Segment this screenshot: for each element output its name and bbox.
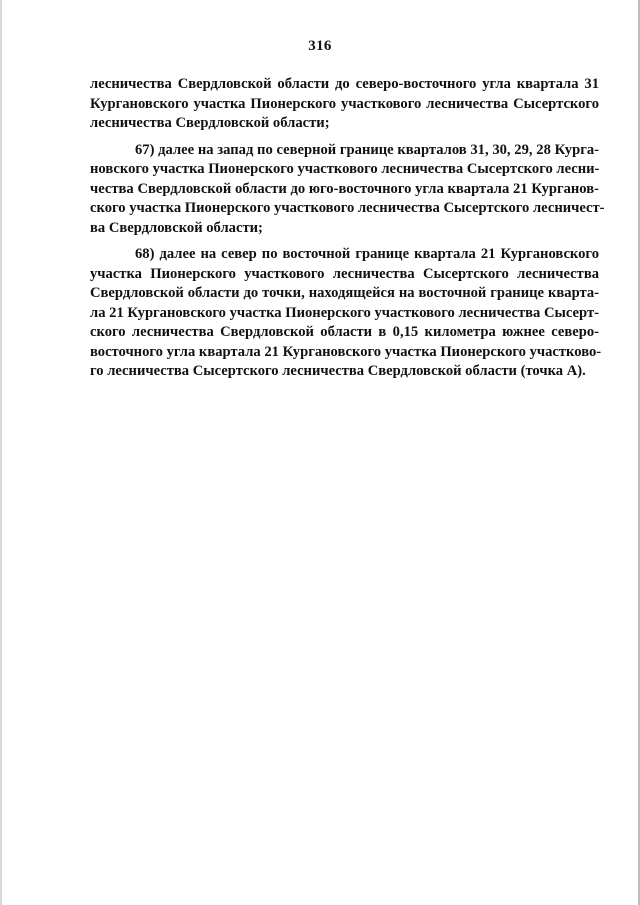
text-line: ла 21 Кургановского участка Пионерского участкового лесничества Сысерт- [90,304,599,321]
text-line: новского участка Пионерского участкового лесничества Сысертского лесни- [90,161,600,177]
paragraph-item-68 [90,245,602,382]
document-body [90,75,605,382]
text-line: 67) далее на запад по северной границе кварталов 31, 30, 29, 28 Курга- [135,141,599,158]
paragraph-item-67 [90,141,605,239]
text-line: лесничества Свердловской области; [90,115,330,131]
paragraph-gap [90,134,599,141]
text-line: 68) далее на север по восточной границе квартала 21 Кургановского [135,246,599,262]
text-line: ва Свердловской области; [90,219,263,236]
paragraph-gap [90,238,599,245]
text-line: Свердловской области до точки, находящейся на восточной границе кварта- [90,285,599,301]
text-line: восточного угла квартала 21 Кургановского участка Пионерского участково- [90,343,602,360]
text-line: чества Свердловской области до юго-восточного угла квартала 21 Курганов- [90,180,599,197]
scan-edge-left [0,0,2,905]
text-line: ского участка Пионерского участкового лесничества Сысертского лесничест- [90,200,605,216]
text-line: ского лесничества Свердловской области в 0,15 километра южнее северо- [90,324,599,340]
text-line: лесничества Свердловской области до северо-восточного угла квартала 31 [90,76,599,92]
page-number: 316 [308,38,332,54]
paragraph-continuation [90,75,599,134]
text-line: го лесничества Сысертского лесничества Свердловской области (точка А). [90,363,586,379]
text-line: Кургановского участка Пионерского участкового лесничества Сысертского [90,95,599,112]
text-line: участка Пионерского участкового лесничества Сысертского лесничества [90,265,599,282]
